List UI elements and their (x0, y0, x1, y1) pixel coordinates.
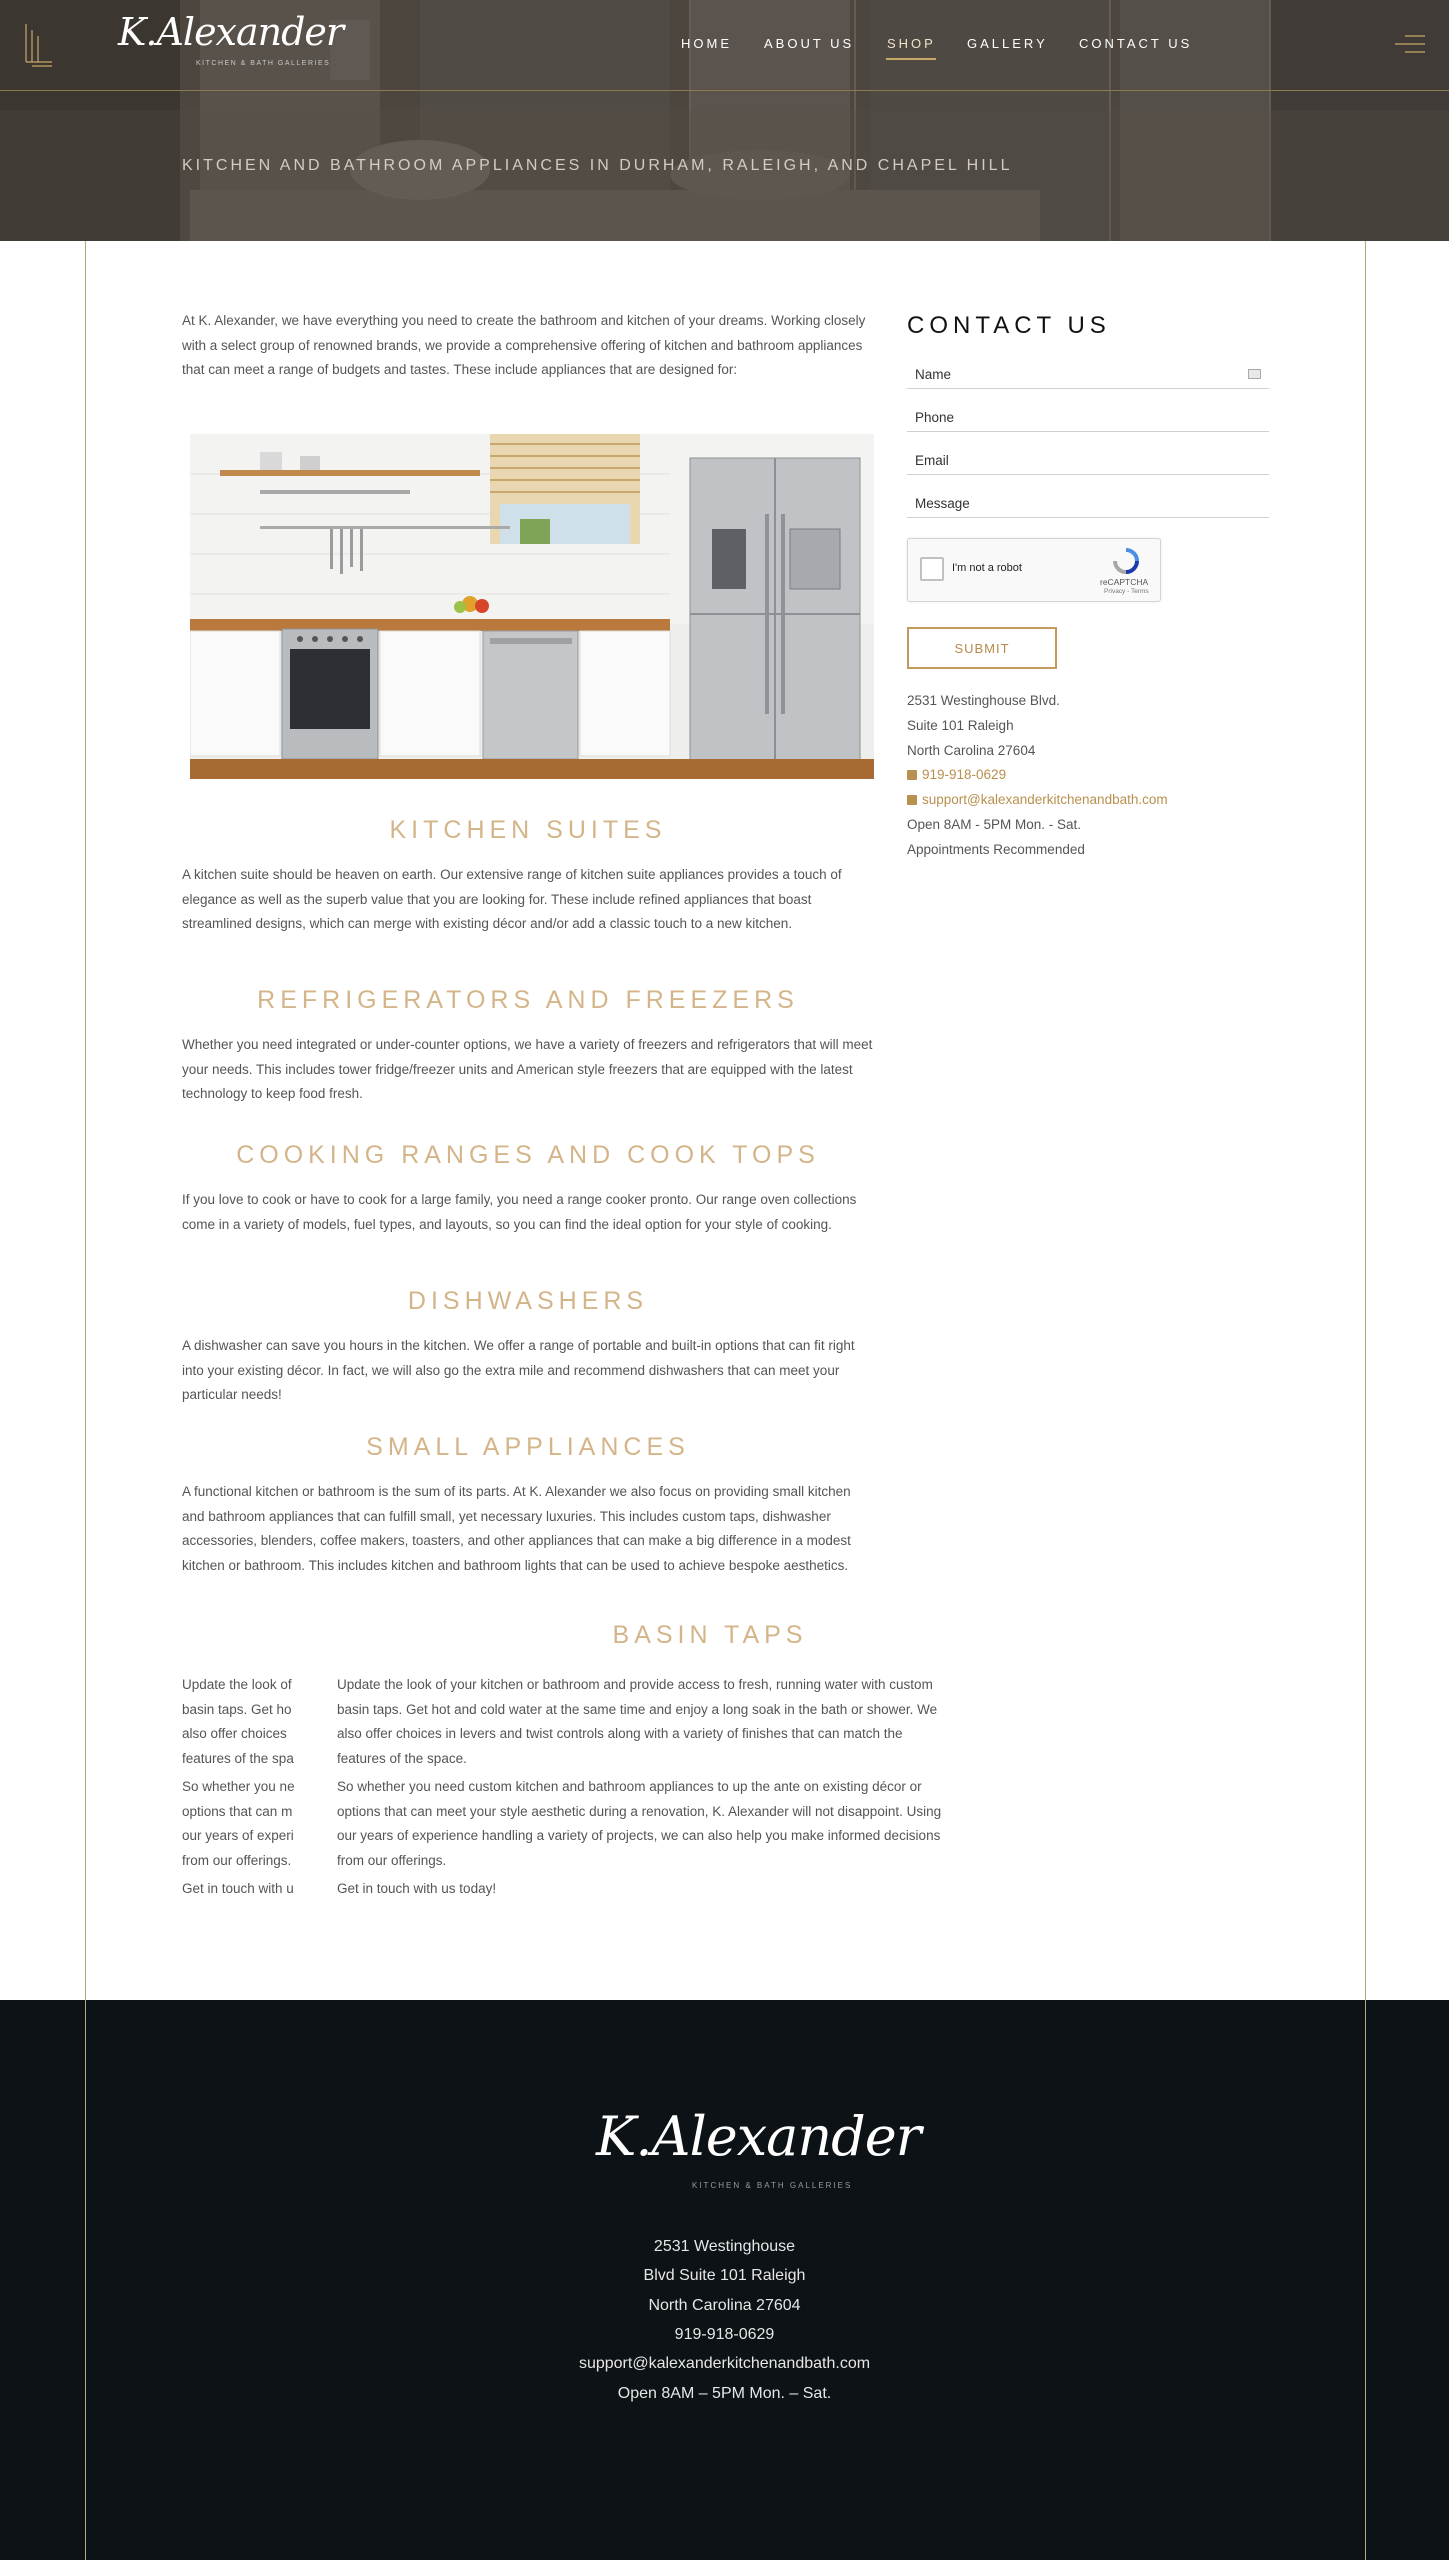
basin-taps-column (337, 1673, 1037, 1923)
section-body-refrigerators: Whether you need integrated or under-counter options, we have a variety of freezers and refrigerators that will meet your needs. This includes tower fridge/freezer units and American style freezers that are equipped with the latest technology to keep food fresh. (182, 1037, 873, 1101)
nav-shop[interactable]: SHOP (887, 36, 936, 51)
contact-address-line3: North Carolina 27604 (907, 743, 1036, 758)
basin-left-line: Get in touch with u (182, 1881, 294, 1896)
basin-left-line: our years of experi (182, 1828, 294, 1843)
nav-contact-us[interactable]: CONTACT US (1079, 36, 1193, 51)
basin-left-line: also offer choices (182, 1726, 287, 1741)
phone-field-label: Phone (915, 410, 955, 425)
footer-hours: Open 8AM – 5PM Mon. – Sat. (617, 2385, 832, 2402)
contact-email: support@kalexanderkitchenandbath.com (922, 792, 1168, 807)
nav-about-us[interactable]: ABOUT US (764, 36, 855, 51)
footer-address-line1: 2531 Westinghouse (653, 2238, 796, 2255)
recaptcha-logo-icon (1108, 547, 1144, 575)
nav-home[interactable]: HOME (681, 36, 732, 51)
section-title-dishwashers: DISHWASHERS (407, 1287, 649, 1315)
contact-card-icon (1248, 369, 1261, 379)
basin-right-line: basin taps. Get hot and cold water at the same time and enjoy a long soak in the bath or shower. We (337, 1701, 938, 1717)
section-title-basin-taps: BASIN TAPS (612, 1621, 808, 1649)
footer-phone[interactable]: 919-918-0629 (674, 2326, 775, 2343)
site-footer (0, 2000, 1449, 2560)
basin-right-line: features of the space. (337, 1750, 467, 1766)
footer-email[interactable]: support@kalexanderkitchenandbath.com (578, 2355, 871, 2372)
message-field[interactable] (907, 492, 1269, 518)
basin-left-line: Update the look of (182, 1677, 292, 1692)
basin-left-line: So whether you ne (182, 1779, 295, 1794)
footer-address-line3: North Carolina 27604 (648, 2297, 801, 2314)
submit-button[interactable]: SUBMIT (907, 627, 1057, 669)
section-body-small-appliances: A functional kitchen or bathroom is the sum of its parts. At K. Alexander we also focus on providing small kitchen and bathroom appliances that can fulfill small, yet necessary luxuries. This includes custom taps, dishwasher accessories, blenders, coffee makers, toasters, and other appliances that can make a big difference in a modest kitchen or bathroom. This includes kitchen and bathroom lights that can be used to achieve bespoke aesthetics. (182, 1484, 851, 1573)
main-nav (0, 36, 1449, 56)
section-body-cooking-ranges: If you love to cook or have to cook for a large family, you need a range cooker pronto. Our range oven collections come in a variety of models, fuel types, and layouts, so you can find the ideal option for your style of cooking. (182, 1192, 857, 1232)
contact-title: CONTACT US (907, 312, 1111, 339)
name-field[interactable] (907, 363, 1269, 389)
contact-phone-link[interactable] (907, 767, 1006, 782)
contact-hours: Open 8AM - 5PM Mon. - Sat. (907, 817, 1082, 832)
footer-logo-script: K.Alexander (596, 2105, 921, 2168)
basin-right-line: So whether you need custom kitchen and bathroom appliances to up the ante on existing décor or (337, 1779, 922, 1794)
section-body-kitchen-suites: A kitchen suite should be heaven on earth. Our extensive range of kitchen suite appliances provides a touch of elegance as well as the superb value that you are looking for. These include refined appliances that boast streamlined designs, which can merge with existing décor and/or add a classic touch to a new kitchen. (182, 867, 842, 931)
contact-email-link[interactable] (907, 792, 1168, 807)
kitchen-appliances-image (190, 434, 874, 779)
basin-left-line: options that can m (182, 1803, 293, 1819)
name-field-label: Name (915, 367, 952, 382)
recaptcha-terms[interactable]: Privacy - Terms (1104, 588, 1149, 595)
hamburger-menu-icon[interactable] (1393, 32, 1427, 58)
section-title-small-appliances: SMALL APPLIANCES (366, 1433, 690, 1461)
hero-header (0, 0, 1449, 241)
section-title-refrigerators: REFRIGERATORS AND FREEZERS (257, 986, 799, 1014)
logo-script: K.Alexander (118, 10, 344, 54)
logo-tagline: KITCHEN & BATH GALLERIES (196, 60, 331, 67)
basin-right-line: our years of experience handling a variety of projects, we can also help you make informed decisions (337, 1828, 941, 1843)
footer-logo[interactable] (592, 2105, 921, 2205)
nav-gallery[interactable]: GALLERY (967, 36, 1048, 51)
basin-right-line: also offer choices in levers and twist controls along with a variety of finishes that can match the (337, 1726, 903, 1741)
basin-right-line: Update the look of your kitchen or bathroom and provide access to fresh, running water with custom (337, 1677, 933, 1692)
recaptcha-label: I'm not a robot (952, 562, 1022, 574)
nav-active-indicator (886, 58, 936, 60)
basin-taps-clipped-column (182, 1673, 304, 1923)
basin-right-line: Get in touch with us today! (337, 1881, 497, 1896)
section-title-kitchen-suites: KITCHEN SUITES (389, 816, 667, 844)
contact-address-line2: Suite 101 Raleigh (907, 718, 1014, 733)
contact-phone: 919-918-0629 (922, 767, 1007, 782)
phone-icon (907, 770, 917, 780)
basin-right-line: options that can meet your style aesthetic during a renovation, K. Alexander will not disappoint. Using (337, 1803, 942, 1819)
recaptcha-brand: reCAPTCHA (1100, 577, 1149, 587)
email-field-label: Email (915, 453, 949, 468)
recaptcha-widget (907, 538, 1161, 602)
basin-left-line: from our offerings. (182, 1852, 292, 1868)
section-title-cooking-ranges: COOKING RANGES AND COOK TOPS (236, 1141, 820, 1169)
envelope-icon (907, 795, 917, 805)
basin-right-line: from our offerings. (337, 1852, 447, 1868)
basin-left-line: basin taps. Get ho (182, 1701, 292, 1717)
basin-left-line: features of the spa (182, 1750, 294, 1766)
intro-paragraph: At K. Alexander, we have everything you need to create the bathroom and kitchen of your dreams. Working closely with a select group of renowned brands, we provide a comprehensive offering of kitchen and bathroom appliances that can meet a range of budgets and tastes. These include appliances that are designed for: (182, 313, 866, 377)
footer-logo-tagline: KITCHEN & BATH GALLERIES (692, 2181, 853, 2190)
phone-field[interactable] (907, 406, 1269, 432)
nav-divider (0, 90, 1449, 91)
recaptcha-checkbox[interactable] (920, 557, 944, 581)
footer-address-line2: Blvd Suite 101 Raleigh (643, 2267, 806, 2284)
hero-subtitle: KITCHEN AND BATHROOM APPLIANCES IN DURHAM, RALEIGH, AND CHAPEL HILL (182, 157, 1013, 174)
contact-address-line1: 2531 Westinghouse Blvd. (907, 693, 1060, 708)
section-body-dishwashers: A dishwasher can save you hours in the kitchen. We offer a range of portable and built-in options that can fit right into your existing décor. In fact, we will also go the extra mile and recommend dishwashers that can meet your particular needs! (182, 1338, 855, 1402)
message-field-label: Message (915, 496, 970, 511)
email-field[interactable] (907, 449, 1269, 475)
contact-note: Appointments Recommended (907, 842, 1085, 857)
